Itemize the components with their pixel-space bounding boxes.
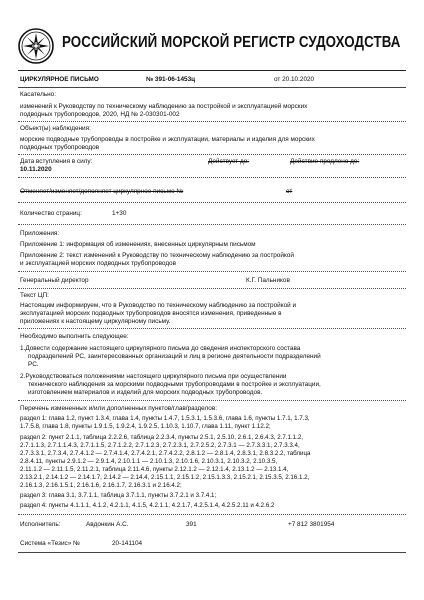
body-text: приложениях к настоящему циркулярному письму.	[20, 318, 171, 325]
cancels-text: Отменяет/изменяет/дополняет циркулярное письмо №	[20, 188, 184, 195]
action-item-2: 2.Руководствоваться положениями настоящего циркулярного письма при осуществлении	[20, 373, 287, 380]
divider	[18, 177, 406, 178]
action-item-2: технического наблюдения за морскими подводными трубопроводами в постройке и эксплуатации,	[28, 381, 321, 388]
organization-name: РОССИЙСКИЙ МОРСКОЙ РЕГИСТР СУДОХОДСТВА	[62, 34, 401, 51]
executor-label: Исполнитель:	[20, 521, 61, 528]
objects-text: морские подводные трубопроводы в постройке и эксплуатации, материалы и изделия для морских	[20, 136, 315, 143]
rs-emblem-icon	[18, 28, 54, 64]
changes-label: Перечень измененных и/или дополненных пунктов/глав/разделов:	[20, 405, 217, 412]
divider	[18, 514, 406, 515]
attachments-label: Приложения:	[20, 230, 60, 237]
effective-date-value: 10.11.2020	[20, 166, 52, 173]
attachment-1: Приложение 1: информация об изменениях, внесенных циркулярным письмом	[20, 241, 256, 248]
changes-line: раздел 1: глава 1.2, пункт 1.3.4, глава 1.4, пункты 1.4.7, 1.5.3.1, 1.5.3.6, глава 1.6, пункты 1.7.1, 1.7.3,	[20, 415, 310, 422]
cancels-from: от	[286, 188, 293, 195]
page-count-label: Количество страниц:	[20, 210, 82, 217]
changes-line: раздел 2: пункт 2.1.1, таблица 2.2.2.6, таблица 2.2.3.4, пункты 2.5.1, 2.5.10, 2.6.1, 2.6.4.3, 2.7.1.1.2,	[20, 434, 304, 441]
executor-extension: 391	[186, 521, 197, 528]
changes-line: 2.13.2.1, 2.14.1.2 — 2.14.1.7, 2.14.2 — 2.14.4, 2.15.1.1, 2.15.1.2, 2.15.1.3.3, 2.15.2.1, 2.15.3.5, 2.16.1.2,	[20, 474, 310, 481]
divider	[18, 552, 406, 553]
attachment-2: и эксплуатацией морских подводных трубопроводов	[20, 260, 177, 267]
action-item-1: РС.	[28, 361, 39, 368]
signatory-name: К.Г. Пальников	[246, 277, 290, 284]
divider	[18, 70, 406, 71]
divider	[18, 271, 406, 272]
body-text: Настоящим информируем, что в Руководство по техническому наблюдению за постройкой и	[20, 302, 297, 309]
attachment-2: Приложение 2: текст изменений к Руководству по техническому наблюдению за постройкой	[20, 252, 294, 259]
subject-text: изменений к Руководству по техническому наблюдению за постройкой и эксплуатацией морских	[20, 103, 308, 110]
page-count-value: 1+30	[112, 210, 127, 217]
divider	[18, 328, 406, 329]
body-label: Текст ЦП:	[20, 292, 49, 299]
divider	[18, 224, 406, 225]
divider	[18, 288, 406, 289]
changes-line: раздел 3: глава 3.1, 3.7.1.1, таблица 3.7.1.1, пункты 3.7.2.1 и 3.7.4.1;	[20, 492, 217, 499]
letter-number: № 391-06-1453ц	[146, 76, 196, 83]
header	[18, 28, 408, 68]
changes-line: 1.7.5.8, глава 1.8, пункты 1.9.1.5, 1.9.2.4, 1.9.2.5, 1.10.3, 1.10.7, глава 1.11, пункт 1.12.2;	[20, 423, 271, 430]
system-label: Система «Тезис» №	[20, 540, 80, 547]
executor-phone: +7 812 3801954	[288, 521, 335, 528]
system-number: 20-141104	[112, 540, 143, 547]
extended-until-label: Действие продлено до:	[290, 158, 360, 165]
executor-name: Авдонкин А.С.	[86, 521, 129, 528]
action-item-1: 1.Довести содержание настоящего циркулярного письма до сведения инспекторского состава	[20, 345, 301, 352]
divider	[18, 400, 406, 401]
divider	[18, 121, 406, 122]
letter-type: ЦИРКУЛЯРНОЕ ПИСЬМО	[20, 76, 99, 83]
divider	[18, 87, 406, 88]
letter-date: от 20.10.2020	[274, 76, 315, 83]
changes-line: 2.7.3.3.1, 2.7.3.4, 2.7.4.1.2 — 2.7.4.1.4, 2.7.4.2.1, 2.7.4.2.2, 2.8.1.2 — 2.8.1.4, 2.8.3.1, 2.8.3.2.2, таблица	[20, 450, 311, 457]
subject-label: Касательно:	[20, 91, 56, 98]
changes-line: 2.7.1.1.3, 2.7.1.1.4.3, 2.7.1.1.5, 2.7.1.2.2, 2.7.1.2.3, 2.7.2.3.1, 2.7.2.5.2, 2.7.3.1 — 2.7.3.3.1, 2.7.3.3.4,	[20, 442, 300, 449]
changes-line: 2.11.1.2 — 2.11.1.5, 2.11.2.1, таблица 2.11.4.6, пункты 2.12.1.2 — 2.12.1.4, 2.13.1.2 — 2.13.1.4,	[20, 466, 289, 473]
changes-line: 2.8.4.11, пункты 2.9.1.2 — 2.9.1.4, 2.10.1.1 — 2.10.1.3, 2.10.1.6, 2.10.3.1, 2.10.3.2, 2.10.3.5,	[20, 458, 278, 465]
signatory-position: Генеральный директор	[20, 277, 89, 284]
effective-date-label: Дата вступления в силу:	[20, 158, 93, 165]
changes-line: 2.16.1.3, 2.16.1.5.1, 2.16.1.6, 2.16.1.7, 2.16.3.1 и 2.16.4.2;	[20, 482, 182, 489]
objects-text: подводных трубопроводов	[20, 144, 100, 151]
divider	[18, 202, 406, 203]
divider	[18, 154, 406, 155]
subject-text: подводных трубопроводов, 2020, НД № 2-030301-002	[20, 111, 180, 118]
body-text: эксплуатацией морских подводных трубопроводов вносятся изменения, приведенные в	[20, 310, 282, 317]
action-item-1: подразделений РС, заинтересованных организаций и лиц в регионе деятельности подразделений	[28, 353, 321, 360]
objects-label: Объект(ы) наблюдения:	[20, 125, 91, 132]
actions-label: Необходимо выполнить следующее:	[20, 333, 129, 340]
valid-until-label: Действует до:	[208, 158, 250, 165]
changes-line: раздел 4: пункты 4.1.1.1, 4.1.2, 4.2.1.1, 4.1.5, 4.2.1.1, 4.2.1.7, 4.2.5.1.4, 4.2.5.2.11 и 4.2.6.2	[20, 502, 275, 509]
action-item-2: изготовлением материалов и изделий для морских подводных трубопроводов.	[28, 389, 263, 396]
